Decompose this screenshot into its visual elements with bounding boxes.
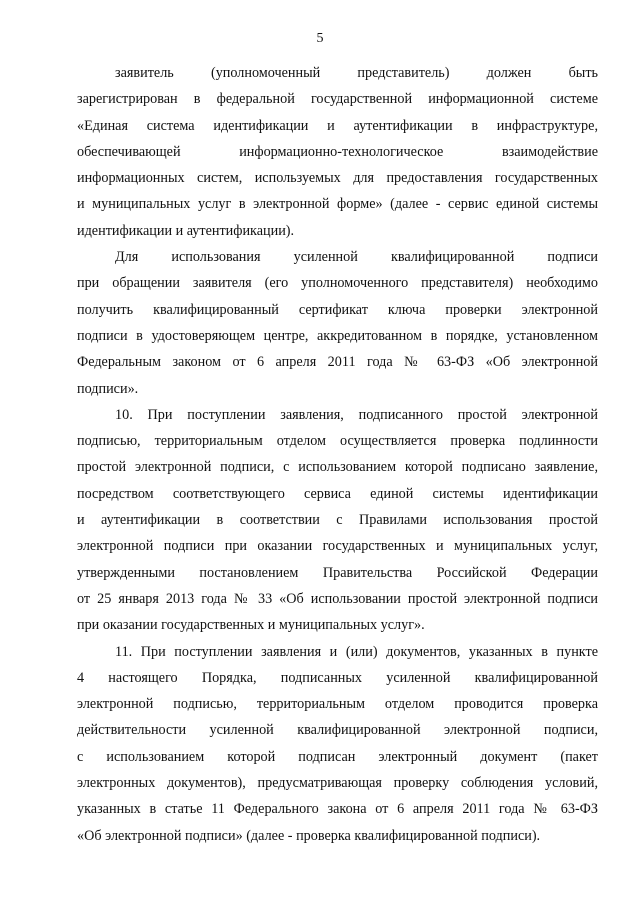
- text-line: электронной подписи при оказании государственных и муниципальных услуг,: [77, 538, 598, 555]
- text-line: при оказании государственных и муниципальных услуг».: [77, 617, 425, 634]
- text-line: идентификации и аутентификации).: [77, 222, 295, 239]
- text-line: подписью, территориальным отделом осуществляется проверка подлинности: [77, 433, 598, 450]
- text-line: и аутентификации в соответствии с Правилами использования простой: [77, 512, 598, 529]
- text-line: Для использования усиленной квалифицированной подписи: [115, 249, 598, 266]
- text-line: и муниципальных услуг в электронной форме» (далее - сервис единой системы: [77, 196, 598, 213]
- text-line: 11. При поступлении заявления и (или) документов, указанных в пункте: [115, 643, 598, 660]
- text-line: при обращении заявителя (его уполномоченного представителя) необходимо: [77, 275, 598, 292]
- text-line: информационных систем, используемых для предоставления государственных: [77, 170, 598, 187]
- text-line: «Единая система идентификации и аутентификации в инфраструктуре,: [77, 117, 598, 134]
- text-line: посредством соответствующего сервиса единой системы идентификации: [77, 485, 598, 502]
- text-line: обеспечивающей информационно-технологическое взаимодействие: [77, 143, 598, 160]
- paragraph-item-11: [77, 639, 598, 849]
- paragraph-item-10: [77, 402, 598, 639]
- page-number: 5: [316, 31, 324, 46]
- document-body: [77, 60, 598, 849]
- text-line: от 25 января 2013 года № 33 «Об использовании простой электронной подписи: [77, 590, 598, 607]
- paragraph-esia: [77, 60, 598, 244]
- text-line: простой электронной подписи, с использованием которой подписано заявление,: [77, 459, 598, 476]
- text-line: 4 настоящего Порядка, подписанных усиленной квалифицированной: [77, 669, 598, 686]
- text-line: Федеральным законом от 6 апреля 2011 года № 63-ФЗ «Об электронной: [77, 354, 598, 371]
- text-line: зарегистрирован в федеральной государственной информационной системе: [77, 91, 598, 108]
- text-line: действительности усиленной квалифицированной электронной подписи,: [77, 722, 598, 739]
- text-line: с использованием которой подписан электронный документ (пакет: [77, 748, 598, 765]
- text-line: утвержденными постановлением Правительства Российской Федерации: [77, 564, 598, 581]
- text-line: электронных документов), предусматривающая проверку соблюдения условий,: [77, 775, 598, 792]
- text-line: 10. При поступлении заявления, подписанного простой электронной: [115, 406, 598, 423]
- text-line: заявитель (уполномоченный представитель) должен быть: [115, 65, 598, 81]
- paragraph-qualified-signature: [77, 244, 598, 402]
- text-line: подписи в удостоверяющем центре, аккредитованном в порядке, установленном: [77, 327, 598, 344]
- text-line: «Об электронной подписи» (далее - проверка квалифицированной подписи).: [77, 827, 541, 844]
- text-line: указанных в статье 11 Федерального закона от 6 апреля 2011 года № 63-ФЗ: [77, 801, 598, 818]
- text-line: получить квалифицированный сертификат ключа проверки электронной: [77, 301, 598, 318]
- text-line: подписи».: [77, 380, 139, 397]
- text-line: электронной подписью, территориальным отделом проводится проверка: [77, 696, 598, 713]
